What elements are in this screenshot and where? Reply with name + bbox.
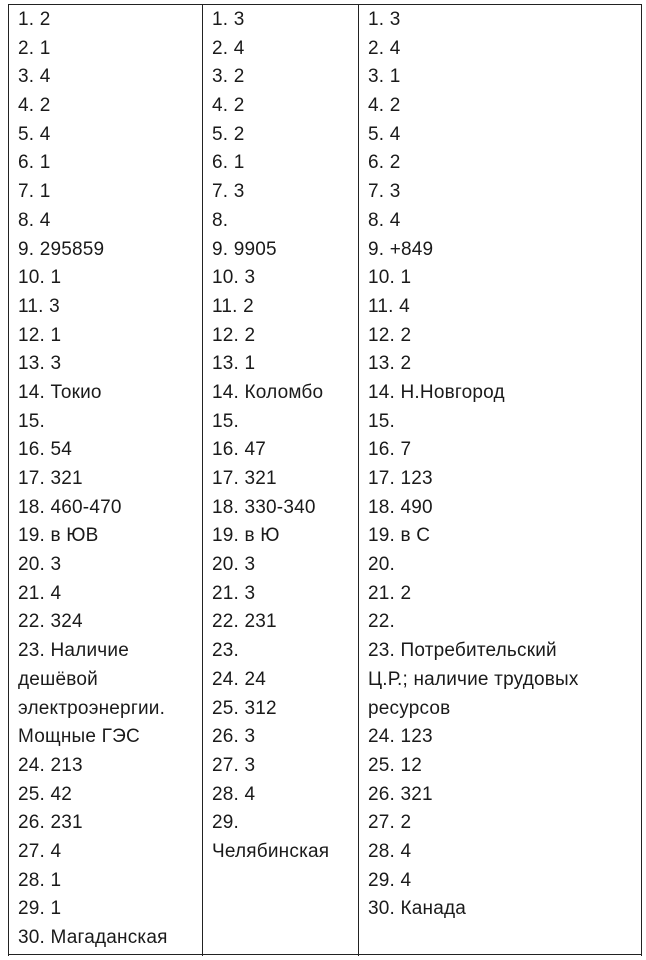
answer-list-3 <box>368 6 639 924</box>
answer-line: 6. 2 <box>368 152 401 174</box>
answer-line: 24. 213 <box>18 754 83 776</box>
answer-line: 15. <box>368 410 396 432</box>
answer-line: 4. 2 <box>368 95 401 117</box>
answer-line: 21. 4 <box>18 582 62 604</box>
answer-line: 24. 123 <box>368 726 433 748</box>
answer-line: 23. <box>212 640 240 662</box>
answer-line: 29. 4 <box>368 869 412 891</box>
answer-line: ресурсов <box>368 697 451 719</box>
answer-line: дешёвой <box>18 668 98 690</box>
answer-line: 10. 1 <box>18 267 62 289</box>
answer-line: 20. 3 <box>212 554 256 576</box>
answer-line: 20. <box>368 554 396 576</box>
answer-line: 19. в Ю <box>212 525 280 547</box>
answer-line: 2. 4 <box>368 37 401 59</box>
answer-line: 11. 2 <box>212 295 254 317</box>
answer-line: 9. 295859 <box>18 238 105 260</box>
answer-line: 14. Н.Новгород <box>368 381 505 403</box>
answer-line: 9. +849 <box>368 238 434 260</box>
answer-line: 1. 2 <box>18 9 51 30</box>
answer-line: Ц.Р.; наличие трудовых <box>368 668 579 690</box>
answer-line: Челябинская <box>212 840 330 862</box>
answer-line: 29. 1 <box>18 898 62 920</box>
answer-column-2 <box>202 4 355 956</box>
answer-line: 26. 231 <box>18 812 83 834</box>
answer-line: 18. 490 <box>368 496 433 518</box>
answer-line: 10. 1 <box>368 267 412 289</box>
answer-line: 27. 4 <box>18 840 62 862</box>
answer-line: 19. в ЮВ <box>18 525 99 547</box>
answer-line: 23. Наличие <box>18 640 129 662</box>
answer-line: 20. 3 <box>18 554 62 576</box>
answer-line: 4. 2 <box>212 95 245 117</box>
answer-line: 22. 231 <box>212 611 277 633</box>
answer-line: 24. 24 <box>212 668 267 690</box>
answer-line: 13. 2 <box>368 353 412 375</box>
answer-line: 8. 4 <box>368 209 401 231</box>
table-bottom-border <box>8 954 642 955</box>
answer-line: 21. 2 <box>368 582 412 604</box>
answer-line: 18. 330-340 <box>212 496 316 518</box>
answer-line: 2. 4 <box>212 37 245 59</box>
answer-line: 3. 2 <box>212 66 245 88</box>
answer-line: 23. Потребительский <box>368 640 557 662</box>
answer-line: 12. 2 <box>368 324 412 346</box>
answer-line: 7. 3 <box>212 181 245 203</box>
answer-line: электроэнергии. <box>18 697 166 719</box>
answer-line: 18. 460-470 <box>18 496 122 518</box>
answer-line: 21. 3 <box>212 582 256 604</box>
answer-column-3 <box>358 4 642 956</box>
answer-line: 16. 47 <box>212 439 267 461</box>
answer-line: 3. 4 <box>18 66 51 88</box>
answer-line: 27. 2 <box>368 812 412 834</box>
answer-line: 26. 321 <box>368 783 433 805</box>
answer-line: 19. в С <box>368 525 431 547</box>
answer-line: 29. <box>212 812 240 834</box>
answer-line: 8. <box>212 209 229 231</box>
answer-line: 12. 2 <box>212 324 256 346</box>
answer-line: 26. 3 <box>212 726 256 748</box>
answer-line: 13. 3 <box>18 353 62 375</box>
answer-line: 25. 312 <box>212 697 277 719</box>
answer-line: 4. 2 <box>18 95 51 117</box>
answer-line: 28. 4 <box>212 783 256 805</box>
answer-line: 10. 3 <box>212 267 256 289</box>
answer-line: 17. 321 <box>18 468 83 489</box>
answer-table <box>8 4 646 956</box>
answer-line: 15. <box>18 410 46 432</box>
answer-line: 25. 42 <box>18 783 73 805</box>
answer-line: 15. <box>212 410 240 432</box>
answer-line: 16. 7 <box>368 439 412 461</box>
answer-line: 28. 1 <box>18 869 62 891</box>
answer-line: 14. Токио <box>18 381 102 403</box>
answer-line: 1. 3 <box>212 9 245 30</box>
answer-line: 17. 321 <box>212 468 277 489</box>
answer-line: 7. 1 <box>18 181 51 203</box>
answer-line: 12. 1 <box>18 324 62 346</box>
answer-line: 16. 54 <box>18 439 73 461</box>
answer-line: 1. 3 <box>368 9 401 30</box>
answer-line: 11. 4 <box>368 295 410 317</box>
answer-line: 2. 1 <box>18 37 51 59</box>
answer-list-2 <box>212 6 353 867</box>
answer-line: 22. 324 <box>18 611 83 633</box>
answer-line: 8. 4 <box>18 209 51 231</box>
answer-line: 17. 123 <box>368 468 433 489</box>
answer-line: 7. 3 <box>368 181 401 203</box>
answer-line: 22. <box>368 611 396 633</box>
answer-list-1 <box>18 6 199 953</box>
answer-line: 6. 1 <box>212 152 245 174</box>
answer-line: 6. 1 <box>18 152 51 174</box>
answer-line: 5. 4 <box>368 123 401 145</box>
answer-column-1 <box>8 4 201 956</box>
answer-line: 14. Коломбо <box>212 381 324 403</box>
answer-line: 27. 3 <box>212 754 256 776</box>
answer-line: 30. Канада <box>368 898 467 920</box>
answer-line: 5. 4 <box>18 123 51 145</box>
answer-line: Мощные ГЭС <box>18 726 140 748</box>
answer-line: 11. 3 <box>18 295 60 317</box>
answer-line: 25. 12 <box>368 754 423 776</box>
answer-line: 13. 1 <box>212 353 256 375</box>
answer-line: 5. 2 <box>212 123 245 145</box>
answer-line: 30. Магаданская <box>18 927 168 948</box>
answer-line: 9. 9905 <box>212 238 277 260</box>
answer-line: 28. 4 <box>368 840 412 862</box>
answer-line: 3. 1 <box>368 66 401 88</box>
